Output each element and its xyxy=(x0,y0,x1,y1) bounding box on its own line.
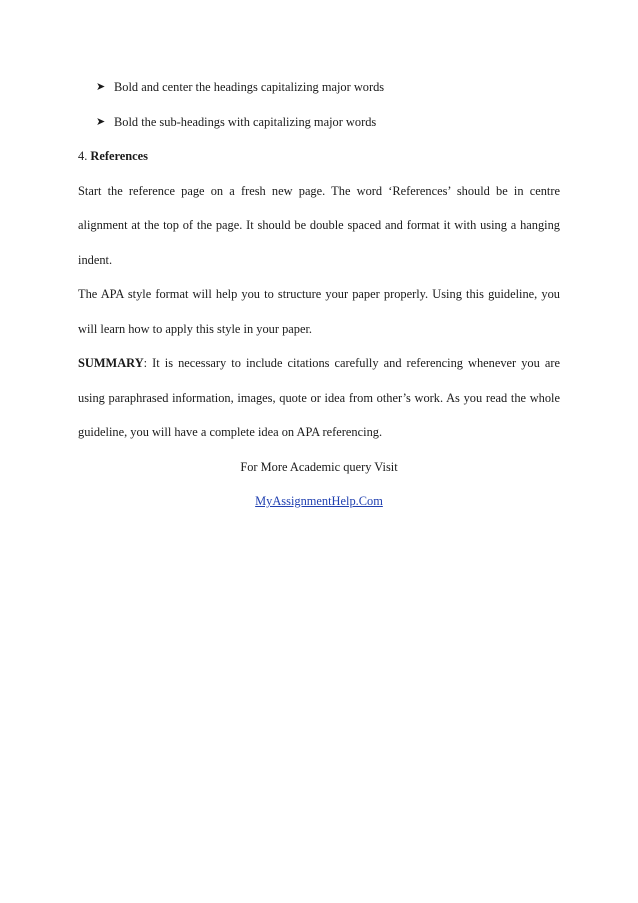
arrow-bullet-icon: ➤ xyxy=(96,114,106,128)
myassignmenthelp-link[interactable]: MyAssignmentHelp.Com xyxy=(255,494,383,508)
bullet-item-subheadings xyxy=(78,105,560,140)
summary-paragraph xyxy=(78,346,560,450)
summary-label: SUMMARY xyxy=(78,356,144,370)
footer-prompt: For More Academic query Visit xyxy=(240,459,398,474)
section-heading xyxy=(78,139,560,174)
footer-link-wrapper xyxy=(78,484,560,519)
references-paragraph: Start the reference page on a fresh new page. The word ‘References’ should be in centre alignment at the top of the page. It should be double spaced and format it with using a hanging indent. xyxy=(78,183,560,267)
summary-text: : It is necessary to include citations carefully and referencing whenever you are using paraphrased information, images, quote or idea from other’s work. As you read the whole guideline, you will have a complete idea on APA referencing. xyxy=(78,356,560,439)
page-content xyxy=(78,70,560,519)
section-number: 4. xyxy=(78,149,88,163)
bullet-text: Bold the sub-headings with capitalizing major words xyxy=(114,114,377,129)
bullet-item-headings xyxy=(78,70,560,105)
apa-paragraph: The APA style format will help you to structure your paper properly. Using this guideline, you will learn how to apply this style in your paper. xyxy=(78,287,560,336)
bullet-text: Bold and center the headings capitalizing major words xyxy=(114,80,385,94)
section-title: References xyxy=(90,149,148,163)
arrow-bullet-icon: ➤ xyxy=(96,80,106,93)
